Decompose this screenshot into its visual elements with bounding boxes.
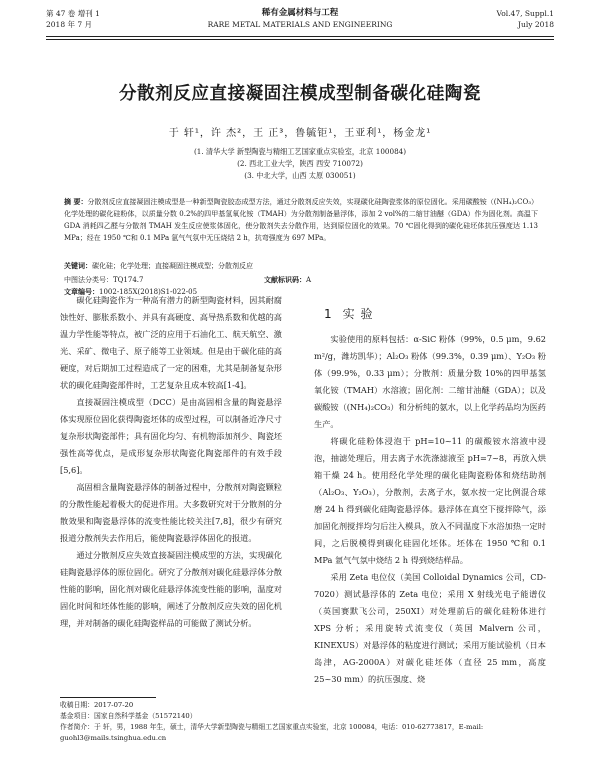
body-paragraph: 采用 Zeta 电位仪（美国 Colloidal Dynamics 公司，CD-7020）测试悬浮体的 Zeta 电位；采用 X 射线光电子能谱仪（英国赛默飞公司，250XI）对处理前后的碳化硅粉体进行 XPS 分析；采用旋转式流变仪（英国 Malvern 公司，KINEXUS）对悬浮体的粘度进行测试；采用万能试验机（日本岛津，AG-2000A）对碳化硅坯体（直径 25 mm，高度 25~30 mm）的抗压强度、烧 — [314, 572, 546, 684]
footnote-rule — [60, 697, 156, 698]
body-paragraph: 高固相含量陶瓷悬浮体的制备过程中，分散剂对陶瓷颗粒的分散性能起着极大的促进作用。大多数研究对于分散剂的分散效果和陶瓷悬浮体的流变性能比较关注[7,8]，很少有研究报道分散剂失去作用后，能使陶瓷悬浮体固化的报道。 — [60, 482, 282, 543]
keywords-text: 碳化硅；化学处理；直接凝固注模成型；分散剂反应 — [92, 262, 253, 270]
section-title: 实 验 — [342, 307, 374, 321]
header-journal-name: 稀有金属材料与工程 RARE METAL MATERIALS AND ENGINEERING — [207, 8, 393, 29]
paper-title: 分散剂反应直接凝固注模成型制备碳化硅陶瓷 — [119, 84, 481, 104]
article-number: 文章编号：1002-185X(2018)S1-022-05 — [64, 288, 198, 296]
section-number: 1 — [324, 307, 333, 321]
keywords-label: 关键词： — [64, 262, 92, 270]
body-paragraph: 通过分散剂反应失效直接凝固注模成型的方法，实现碳化硅陶瓷悬浮体的原位固化。研究了分散剂对碳化硅悬浮体分散性能的影响，固化剂对碳化硅悬浮体流变性能的影响，温度对固化时间和坯体性能的影响，阐述了分散剂反应失效的固化机理，并对制备的碳化硅陶瓷样品的可能做了测试分析。 — [60, 550, 282, 628]
author-list: 于 轩¹，许 杰²，王 正³，鲁毓钜¹，王亚利¹，杨金龙¹ — [168, 128, 432, 139]
body-paragraph: 实验使用的原料包括：α-SiC 粉体（99%，0.5 μm，9.62 m²/g，潍坊凯华）；Al₂O₃ 粉体（99.3%，0.39 μm）、Y₂O₃ 粉体（99.9%，0.33 μm）；分散剂：质量分数 10%的四甲基氢氧化铵（TMAH）水溶液；固化剂：二缩甘油醚（GDA）；以及碳酸铵（(NH₄)₂CO₃）和分析纯的氨水，以上化学药品均为医药生产。 — [314, 334, 546, 429]
abstract — [64, 196, 538, 244]
affiliation-2: (2. 西北工业大学，陕西 西安 710072) — [237, 159, 363, 168]
header-volume-info: 第 47 卷 增刊 1 2018 年 7 月 — [46, 9, 100, 29]
body-paragraph: 将碳化硅粉体浸泡于 pH=10~11 的碳酸铵水溶液中浸泡，抽滤处理后，用去离子水洗涤滤液至 pH=7~8，再放入烘箱干燥 24 h。使用经化学处理的碳化硅陶瓷粉体和烧结助剂（Al₂O₃、Y₂O₃），分散剂，去离子水，氨水按一定比例混合球磨 24 h 得到碳化硅陶瓷悬浮体。悬浮体在真空下搅拌除气，添加固化剂搅拌均匀后注入模具，放入不同温度下水浴加热一定时间，之后脱模得到碳化硅固化坯体。坯体在 1950 ℃和 0.1 MPa 氩气气氛中烧结 2 h 得到烧结样品。 — [314, 436, 546, 565]
body-column-left — [60, 292, 282, 632]
affiliation-1: (1. 清华大学 新型陶瓷与精细工艺国家重点实验室，北京 100084) — [193, 147, 407, 156]
footnote-received-date: 收稿日期：2017-07-20 — [60, 701, 134, 709]
abstract-text: 分散剂反应直接凝固注模成型是一种新型陶瓷胶态成型方法，通过分散剂反应失效，实现碳化硅陶瓷浆体的原位固化。采用碳酸铵（(NH₄)₂CO₃）化学处理的碳化硅粉体，以质量分数 0.2%的四甲基氢氧化铵（TMAH）为分散剂制备悬浮体，添加 2 vol%的二缩甘油醚（GDA）作为固化剂。高温下 GDA 消耗四乙醛与分散剂 TMAH 发生反应使浆体固化，使分散剂失去分散作用，达到原位固化的效果。70 ℃固化得到的碳化硅坯体抗压强度达 1.13 MPa；经在 1950 ℃和 0.1 MPa 氩气气氛中无压烧结 2 h，抗弯强度为 697 MPa。 — [64, 198, 539, 242]
header-rule-thin — [46, 39, 554, 40]
abstract-label: 摘 要： — [64, 198, 88, 206]
document-code: 文献标识码：A — [264, 276, 312, 284]
affiliation-3: (3. 中北大学，山西 太原 030051) — [244, 171, 356, 180]
header-issue-info: Vol.47, Suppl.1 July 2018 — [496, 9, 554, 29]
keywords — [64, 260, 538, 272]
footnote-author-bio: 作者简介：于 轩，男，1988 年生，硕士，清华大学新型陶瓷与精细工艺国家重点实验室，北京 100084，电话：010-62773817，E-mail: guohl3@mails.tsinghua.edu.cn — [60, 723, 484, 742]
running-header — [46, 8, 554, 38]
body-column-right — [314, 292, 546, 688]
body-paragraph: 直接凝固注模成型（DCC）是由高固相含量的陶瓷悬浮体实现原位固化获得陶瓷坯体的成型过程，可以制备近净尺寸复杂形状陶瓷部件；具有固化均匀、有机物添加剂少、陶瓷坯强性高等优点，是成形复杂形状陶瓷化陶瓷部件的有效手段[5,6]。 — [60, 397, 282, 475]
section-heading — [314, 306, 546, 323]
clc-number: 中图法分类号：TQ174.7 — [64, 276, 144, 284]
body-paragraph: 碳化硅陶瓷作为一种高有潜力的新型陶瓷材料，因其耐腐蚀性好、膨胀系数小、并具有高硬度、高导热系数和优越的高温力学性能等特点，被广泛的应用于石油化工、航天航空、激光、采矿、微电子、原子能等工业领域。但是由于碳化硅的高硬度，对后期加工过程造成了一定的困难，尤其是制备复杂形状的碳化硅陶瓷部件时，工艺复杂且成本较高[1-4]。 — [60, 295, 282, 390]
footnote-funding: 基金项目：国家自然科学基金（51572140） — [60, 712, 197, 720]
header-rule — [46, 36, 554, 37]
